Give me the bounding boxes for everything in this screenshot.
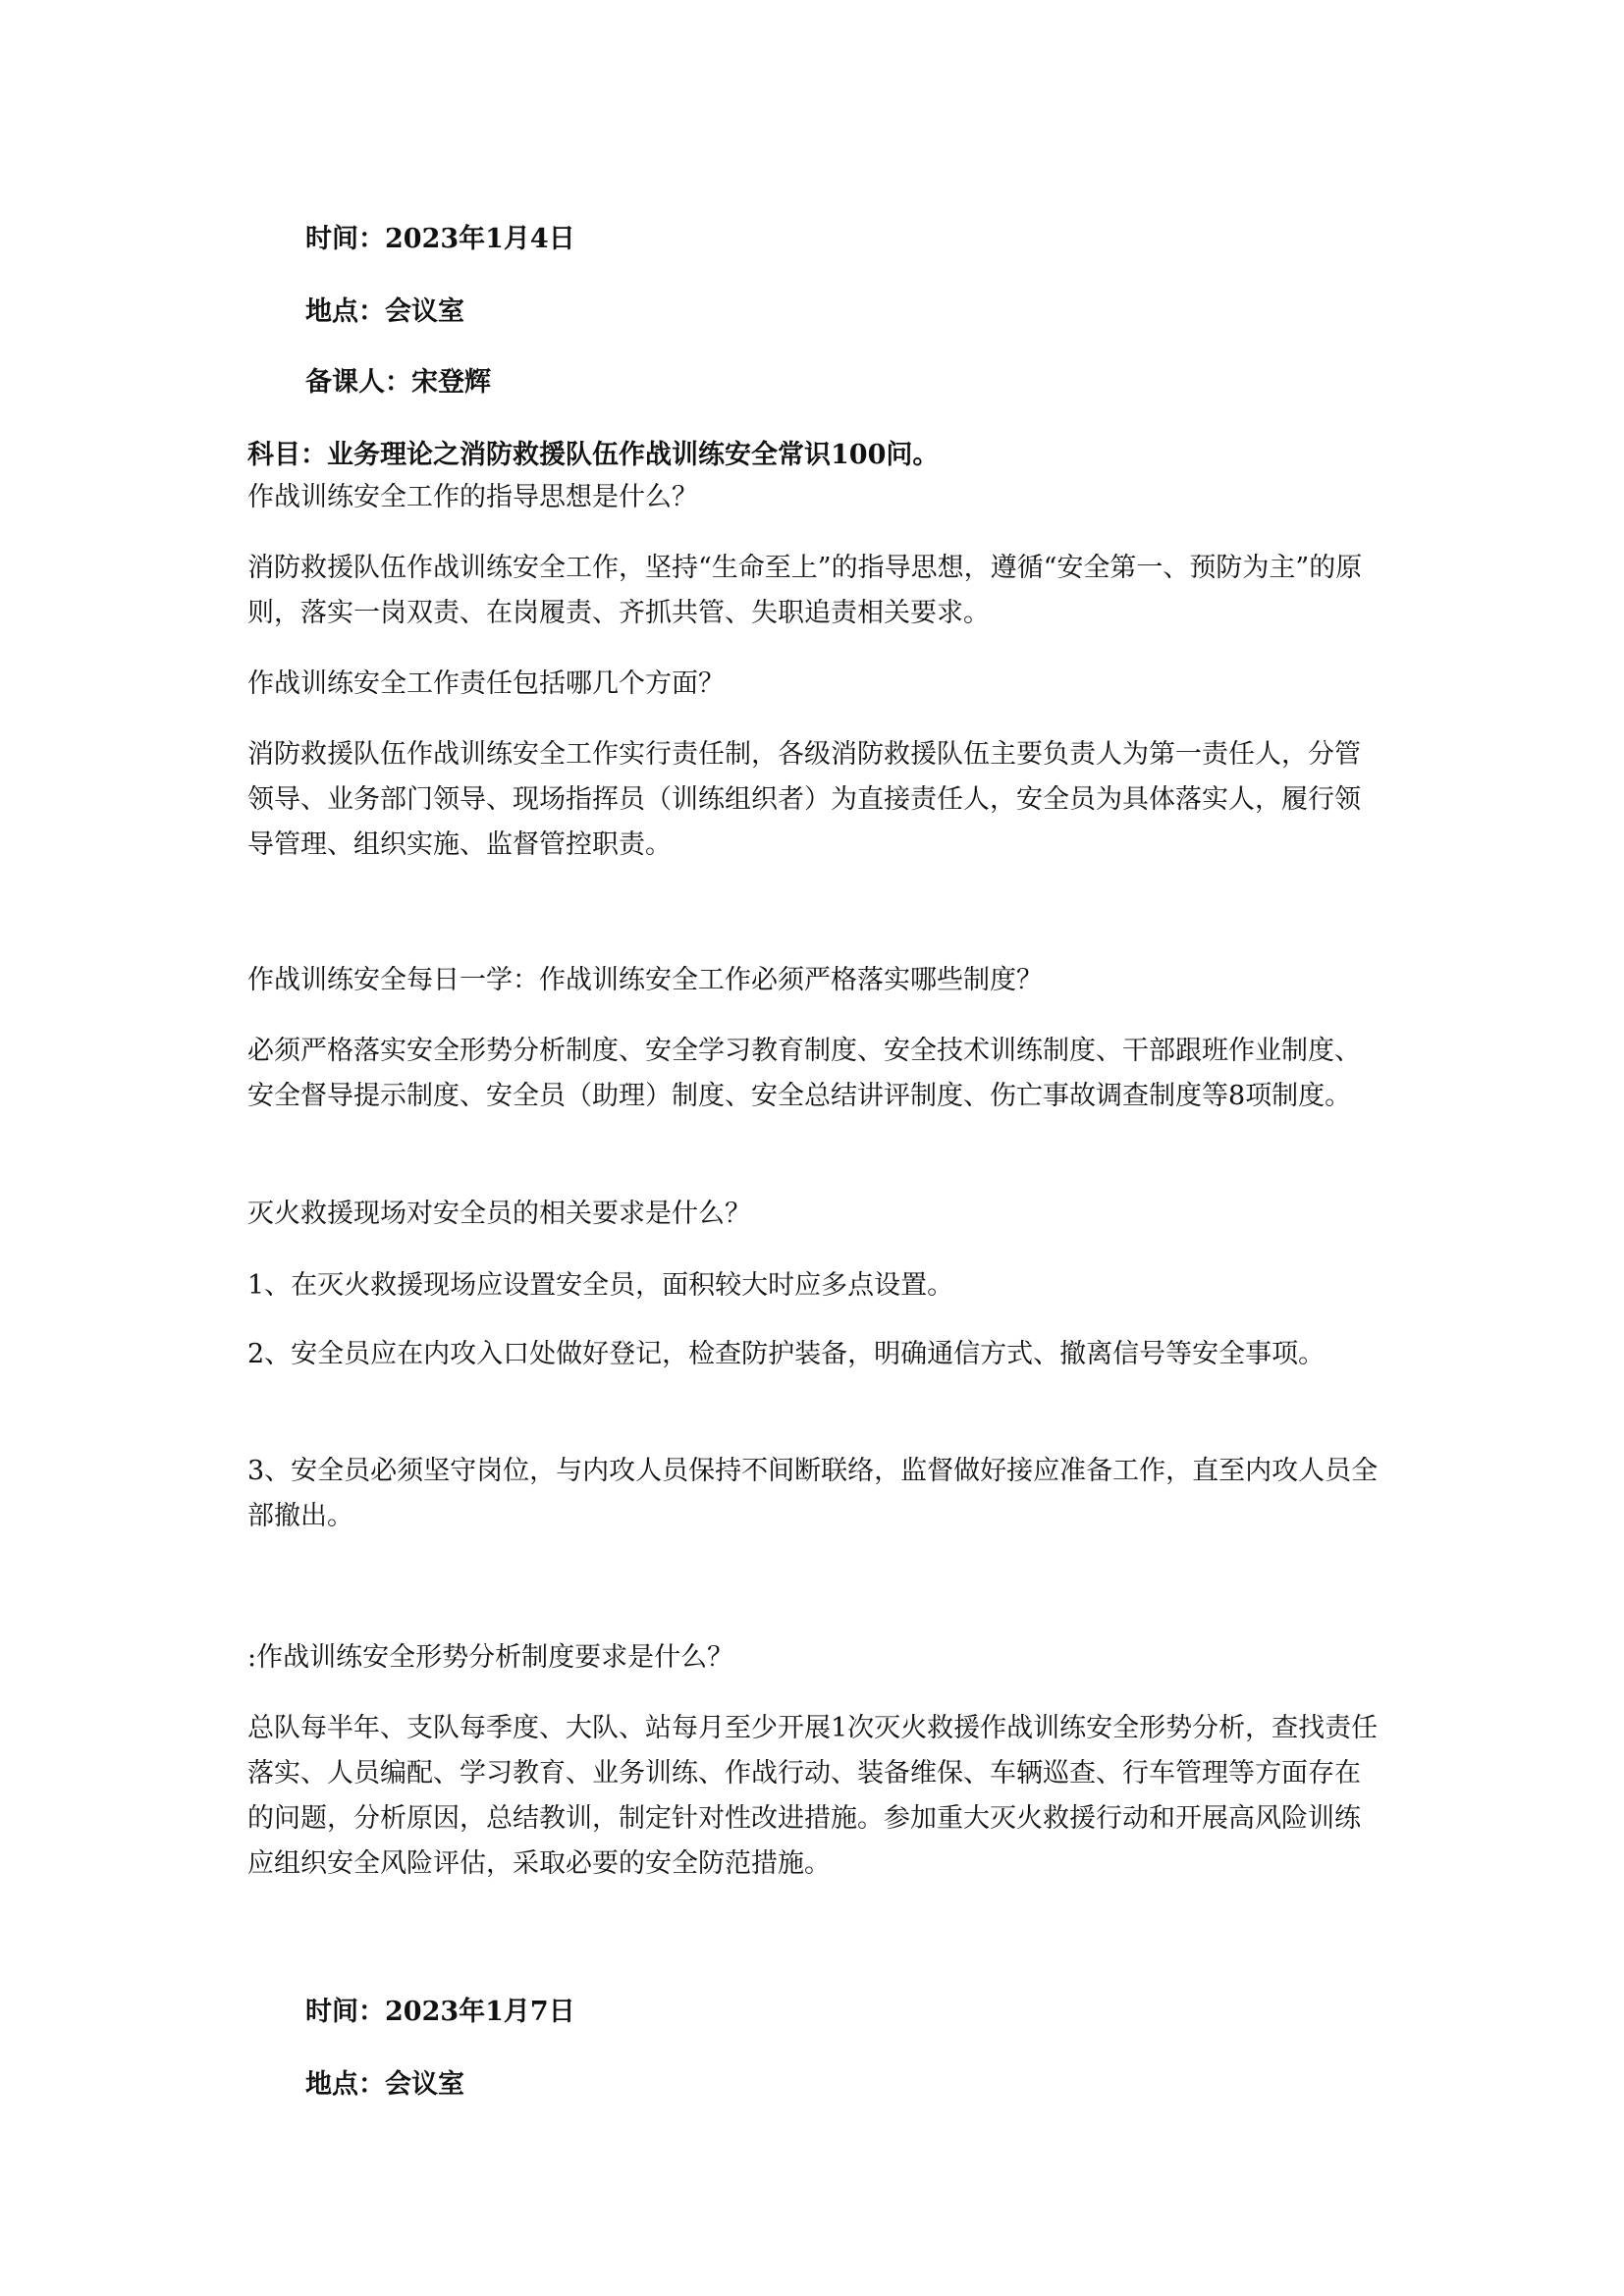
meeting-time-2: 时间：2023年1月7日 [305,1997,575,2027]
question-1: 作战训练安全工作的指导思想是什么？ [247,482,698,512]
lesson-preparer: 备课人：宋登辉 [305,367,491,398]
meeting-place-2: 地点：会议室 [305,2069,464,2100]
question-5: :作战训练安全形势分析制度要求是什么？ [247,1642,734,1673]
answer-4-item-3: 3、安全员必须坚守岗位，与内攻人员保持不间断联络，监督做好接应准备工作，直至内攻人员全部撤出。 [247,1456,1379,1531]
answer-4-item-1: 1、在灭火救援现场应设置安全员，面积较大时应多点设置。 [247,1270,954,1301]
answer-1: 消防救援队伍作战训练安全工作，坚持“生命至上”的指导思想，遵循“安全第一、预防为主”的原则，落实一岗双责、在岗履责、齐抓共管、失职追责相关要求。 [247,553,1363,628]
answer-5: 总队每半年、支队每季度、大队、站每月至少开展1次灭火救援作战训练安全形势分析，查找责任落实、人员编配、学习教育、业务训练、作战行动、装备维保、车辆巡查、行车管理等方面存在的问题，分析原因，总结教训，制定针对性改进措施。参加重大灭火救援行动和开展高风险训练应组织安全风险评估，采取必要的安全防范措施。 [247,1713,1379,1879]
subject-title: 科目：业务理论之消防救援队伍作战训练安全常识100问。 [247,440,940,470]
question-4: 灭火救援现场对安全员的相关要求是什么？ [247,1199,751,1229]
question-2: 作战训练安全工作责任包括哪几个方面？ [247,668,725,699]
answer-4-item-2: 2、安全员应在内攻入口处做好登记，检查防护装备，明确通信方式、撤离信号等安全事项。 [247,1339,1326,1369]
answer-3: 必须严格落实安全形势分析制度、安全学习教育制度、安全技术训练制度、干部跟班作业制度、安全督导提示制度、安全员（助理）制度、安全总结讲评制度、伤亡事故调查制度等8项制度。 [247,1036,1361,1111]
question-3: 作战训练安全每日一学：作战训练安全工作必须严格落实哪些制度？ [247,965,1043,995]
meeting-place: 地点：会议室 [305,296,464,327]
answer-2: 消防救援队伍作战训练安全工作实行责任制，各级消防救援队伍主要负责人为第一责任人，分管领导、业务部门领导、现场指挥员（训练组织者）为直接责任人，安全员为具体落实人，履行领导管理、组织实施、监督管控职责。 [247,739,1361,860]
meeting-time: 时间：2023年1月4日 [305,224,575,254]
